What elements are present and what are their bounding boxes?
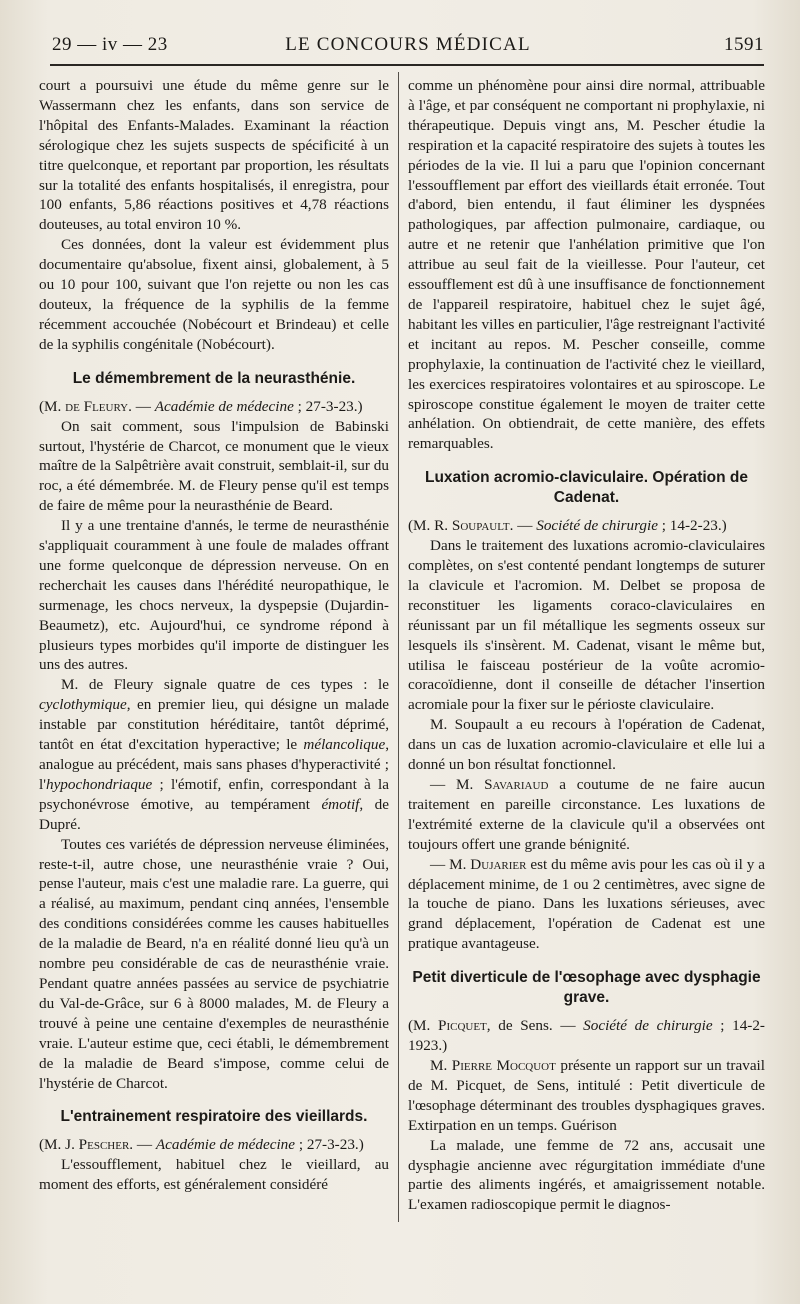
paragraph: M. Pierre Mocquot présente un rapport sur un travail de M. Picquet, de Sens, intitulé : Petit diverticule de l'œsophage déterminant des troubles dysphagiques graves. Extirpation en un temps. Guérison: [408, 1056, 765, 1134]
author-name: de Fleury: [65, 397, 129, 415]
paragraph: Dans le traitement des luxations acromio-claviculaires complètes, on s'est contenté pendant longtemps de suturer la clavicule et l'acromion. M. Delbet se proposa de reconstituer les ligaments coraco-claviculaires en réunissant par un fil métallique les segments osseux sur lesquels ils s'insèrent. M. Cadenat, visant le même but, utilisa le faisceau postérieur de la voûte acromio-coracoïdienne, dont il conseille de détacher l'insertion acromiale pour la fixer sur le périoste claviculaire.: [408, 537, 765, 714]
page-number: 1591: [724, 34, 764, 55]
author-name: Soupault: [451, 517, 510, 535]
right-column: [408, 76, 765, 1215]
section-heading: Petit diverticule de l'œsophage avec dysphagie grave.: [412, 969, 761, 1007]
paragraph: — M. Savariaud a coutume de ne faire aucun traitement en pareille circonstance. Les luxations de l'extrémité externe de la clavicule qu'il a observées ont toujours offert une grande bénignité.: [408, 776, 765, 853]
paragraph: La malade, une femme de 72 ans, accusait une dysphagie ancienne avec régurgitation immédiate d'une partie des aliments ingérés, et amaigrissement notable. L'examen radioscopique permit le diagnos-: [408, 1136, 765, 1214]
paragraph: On sait comment, sous l'impulsion de Babinski surtout, l'hystérie de Charcot, ce monument que le vieux maître de la Salpêtrière avait construit, semblait-il, sur du roc, a été démembrée. M. de Fleury pense qu'il est temps de faire de même pour la neurasthénie de Beard.: [39, 417, 389, 515]
paragraph: comme un phénomène pour ainsi dire normal, attribuable à l'âge, et par conséquent ne comportant ni prophylaxie, ni thérapeutique. Depuis vingt ans, M. Pescher étudie la respiration et la capacité respiratoire des sujets à toutes les périodes de la vie. Il lui a paru que l'opinion concernant l'essoufflement par effort des vieillards était erronée. Tout d'abord, bien entendu, il faut éliminer les dyspnées pathologiques, par affection pulmonaire, cardiaque, ou autre et ne retenir que l'anhélation primitive que l'on attribue au seul fait de la vieillesse. Pour l'auteur, cet essoufflement est dû à une insuffisance de fonctionnement de l'appareil respiratoire, habituel chez le sujet âgé, habitant les villes en particulier, l'âge restreignant l'activité et incitant au repos. M. Pescher conseille, comme prophylaxie, la continuation de l'activité chez le vieillard, les exercices respiratoires volontaires et au spiroscope. Le spiroscope constitue également le moyen de traiter cette anhélation. On obtiendrait, de cette manière, des effets remarquables.: [408, 77, 765, 453]
citation: (M. Picquet, de Sens. — Société de chirurgie ; 14-2-1923.): [408, 1017, 765, 1055]
citation: (M. J. Pescher. — Académie de médecine ; 27-3-23.): [39, 1136, 364, 1154]
source-name: Société de chirurgie: [583, 1017, 713, 1035]
section-heading: Le démembrement de la neurasthénie.: [72, 369, 356, 387]
paragraph: Il y a une trentaine d'annés, le terme de neurasthénie s'appliquait couramment à une foule de malades offrant une forme quelconque de dépression nerveuse. On en recherchait les causes dans l'hérédité neuropathique, le surmenage, les chocs nerveux, la dyspepsie (Dujardin-Beaumetz), etc. Aujourd'hui, ce syndrome répond à plusieurs types morbides qu'il importe de distinguer les uns des autres.: [39, 517, 389, 674]
author-name: Dujarier: [470, 855, 527, 873]
journal-title: LE CONCOURS MÉDICAL: [285, 34, 531, 55]
left-column: [39, 76, 389, 1195]
section-heading: L'entrainement respiratoire des vieillards.: [60, 1108, 368, 1126]
author-name: Savariaud: [484, 776, 549, 793]
issue-date: 29 — iv — 23: [52, 34, 168, 55]
citation: (M. R. Soupault. — Société de chirurgie ; 14-2-23.): [408, 517, 727, 535]
author-name: Picquet: [438, 1017, 487, 1035]
section-heading: Luxation acromio-claviculaire. Opération de Cadenat.: [424, 469, 748, 507]
paragraph: court a poursuivi une étude du même genre sur le Wassermann chez les enfants, dans son service de l'hôpital des Enfants-Malades. Examinant la réaction sérologique chez les sujets suspects de spécificité à un titre quelconque, et reportant par proportion, les résultats sur la totalité des enfants hospitalisés, il enregistra, pour 100 enfants, 5,86 réactions positives et 4,78 réactions douteuses, au total environ 10 %.: [39, 77, 389, 234]
header-rule: [50, 64, 764, 66]
paragraph: M. de Fleury signale quatre de ces types : le cyclothymique, en premier lieu, qui désigne un malade instable par constitution héréditaire, tantôt déprimé, tantôt en état d'excitation hyperactive; le mélancolique, analogue au précédent, mais sans phases d'hyperactivité ; l'hypochondriaque ; l'émotif, enfin, correspondant à la psychonévrose émotive, au tempérament émotif, de Dupré.: [39, 676, 389, 833]
paragraph: L'essoufflement, habituel chez le vieillard, au moment des efforts, est généralement considéré: [39, 1156, 389, 1194]
paragraph: Toutes ces variétés de dépression nerveuse éliminées, reste-t-il, autre chose, une neurasthénie vraie ? Oui, pense l'auteur, mais c'est une maladie rare. La guerre, qui a réalisé, au maximum, pendant cinq années, l'ensemble des conditions considérées comme les causes habituelles de la maladie de Beard, n'a en réalité donné lieu qu'à un nombre peu considérable de cas de neurasthénie vraie. Pendant quatre années passées au service de psychiatrie du Val-de-Grâce, sur 6 à 8000 malades, M. de Fleury a trouvé à peine une centaine d'exemples de neurasthénie vraie. L'auteur estime que, ceci établi, le démembrement de la maladie de Beard s'impose, comme celui de l'hystérie de Charcot.: [39, 835, 389, 1092]
running-header: [52, 34, 764, 60]
citation: (M. de Fleury. — Académie de médecine ; 27-3-23.): [39, 397, 363, 415]
paragraph: Ces données, dont la valeur est évidemment plus documentaire qu'absolue, fixent ainsi, globalement, à 5 ou 10 pour 100, suivant que l'on rejette ou non les cas douteux, la fréquence de la syphilis de la femme récemment accouchée (Nobécourt et Brindeau) et celle de la syphilis congénitale (Nobécourt).: [39, 236, 389, 353]
source-name: Académie de médecine: [154, 397, 294, 415]
source-name: Société de chirurgie: [536, 517, 658, 535]
author-name: Pescher: [78, 1136, 130, 1154]
author-name: Pierre Mocquot: [451, 1056, 556, 1074]
column-divider: [398, 72, 399, 1222]
paragraph: M. Soupault a eu recours à l'opération de Cadenat, dans un cas de luxation acromio-claviculaire et elle lui a donné un bon résultat fonctionnel.: [408, 716, 765, 774]
paragraph: — M. Dujarier est du même avis pour les cas où il y a déplacement minime, de 1 ou 2 centimètres, avec signe de la touche de piano. Dans les luxations sérieuses, avec grand déplacement, l'opération de Cadenat est une pratique avantageuse.: [408, 855, 765, 953]
source-name: Académie de médecine: [155, 1136, 296, 1154]
